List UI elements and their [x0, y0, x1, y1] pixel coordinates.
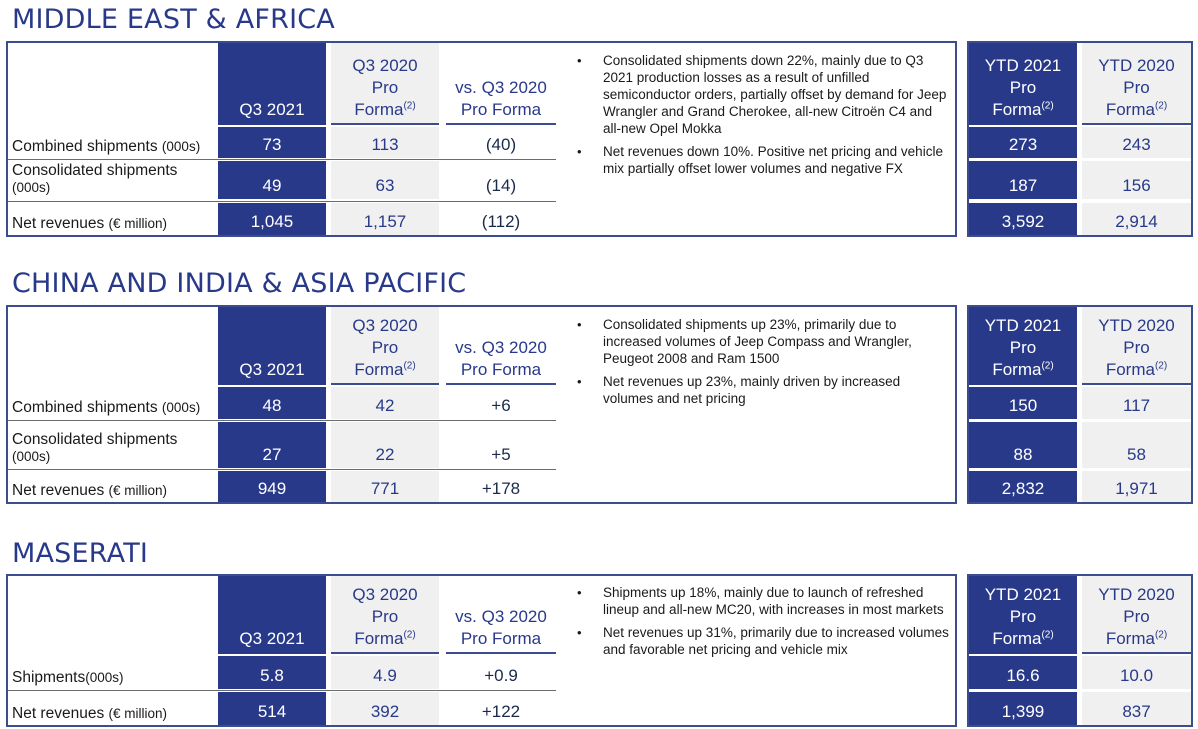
row-label: Combined shipments (000s) — [12, 399, 201, 416]
value-q3-2021: 5.8 — [218, 656, 326, 689]
value-ytd-2021: 1,399 — [969, 692, 1077, 725]
value-ytd-2021: 273 — [969, 127, 1077, 158]
commentary-bullet: • Consolidated shipments up 23%, primarily due to increased volumes of Jeep Compass and Wrangler, Peugeot 2008 and Ram 1500 — [577, 316, 952, 367]
header-rule — [331, 123, 439, 125]
header-vs-q3-2020: vs. Q3 2020 Pro Forma — [455, 338, 547, 379]
value-vs: +178 — [481, 479, 521, 498]
header-vs-q3-2020: vs. Q3 2020 Pro Forma — [455, 78, 547, 119]
header-q3-2021: Q3 2021 — [218, 576, 326, 654]
value-q3-2021: 49 — [218, 161, 326, 199]
ytd-table — [967, 305, 1193, 504]
header-rule — [446, 652, 556, 654]
ytd-table — [967, 41, 1193, 237]
value-vs: +0.9 — [484, 666, 518, 685]
commentary-bullet: • Net revenues up 23%, mainly driven by increased volumes and net pricing — [577, 373, 952, 407]
value-vs: (40) — [485, 135, 517, 154]
header-ytd-2020: YTD 2020 Pro Forma$^{(2)}$ — [1082, 43, 1191, 125]
header-rule — [1082, 652, 1191, 654]
commentary-bullet: • Net revenues up 31%, primarily due to increased volumes and favorable net pricing and vehicle mix — [577, 624, 952, 658]
value-q3-2021: 949 — [218, 471, 326, 502]
row-label: Shipments(000s) — [12, 669, 124, 686]
value-q3-2021: 514 — [218, 692, 326, 725]
header-ytd-2021: YTD 2021 Pro Forma$^{(2)}$ — [969, 576, 1077, 654]
value-ytd-2020: 58 — [1082, 422, 1191, 468]
value-q3-2020: 63 — [331, 161, 439, 199]
header-q3-2020: Q3 2020 Pro Forma$^{(2)}$ — [331, 43, 439, 125]
value-ytd-2020: 1,971 — [1082, 471, 1191, 502]
value-ytd-2021: 2,832 — [969, 471, 1077, 502]
row-label: Net revenues (€ million) — [12, 705, 168, 722]
value-ytd-2020: 117 — [1082, 387, 1191, 419]
value-q3-2020: 392 — [331, 692, 439, 725]
header-rule — [331, 652, 439, 654]
value-q3-2021: 48 — [218, 387, 326, 419]
header-q3-2020: Q3 2020 Pro Forma$^{(2)}$ — [331, 307, 439, 385]
value-q3-2020: 22 — [331, 422, 439, 468]
header-q3-2021: Q3 2021 — [218, 43, 326, 125]
value-ytd-2021: 16.6 — [969, 656, 1077, 689]
value-q3-2021: 1,045 — [218, 203, 326, 235]
value-q3-2020: 42 — [331, 387, 439, 419]
value-ytd-2020: 10.0 — [1082, 656, 1191, 689]
value-ytd-2020: 156 — [1082, 161, 1191, 199]
section-maserati — [0, 538, 1198, 729]
header-vs-q3-2020: vs. Q3 2020 Pro Forma — [455, 607, 547, 648]
value-ytd-2020: 837 — [1082, 692, 1191, 725]
header-rule — [446, 123, 556, 125]
value-q3-2020: 1,157 — [331, 203, 439, 235]
row-label: Consolidated shipments (000s) — [12, 431, 178, 464]
commentary — [577, 584, 952, 664]
value-q3-2020: 4.9 — [331, 656, 439, 689]
value-q3-2021: 27 — [218, 422, 326, 468]
row-label: Combined shipments (000s) — [12, 138, 201, 155]
value-ytd-2021: 187 — [969, 161, 1077, 199]
value-ytd-2020: 243 — [1082, 127, 1191, 158]
header-rule — [446, 383, 556, 385]
header-rule — [331, 383, 439, 385]
header-q3-2021: Q3 2021 — [218, 307, 326, 385]
commentary-bullet: • Consolidated shipments down 22%, mainly due to Q3 2021 production losses as a result of unfilled semiconductor orders, partially offset by demand for Jeep Wrangler and Grand Cherokee, all-new Citroën C4 and all-new Opel Mokka — [577, 52, 952, 137]
commentary — [577, 52, 952, 183]
value-ytd-2021: 150 — [969, 387, 1077, 419]
row-label: Net revenues (€ million) — [12, 482, 168, 499]
row-divider — [8, 469, 556, 470]
header-ytd-2020: YTD 2020 Pro Forma$^{(2)}$ — [1082, 576, 1191, 654]
section-title: MASERATI — [12, 538, 149, 569]
value-ytd-2021: 3,592 — [969, 203, 1077, 235]
header-ytd-2021: YTD 2021 Pro Forma$^{(2)}$ — [969, 307, 1077, 385]
value-q3-2020: 113 — [331, 127, 439, 158]
value-vs: +122 — [481, 702, 521, 721]
section-title: CHINA AND INDIA & ASIA PACIFIC — [12, 268, 467, 299]
section-china-india-apac — [0, 268, 1198, 506]
value-vs: (112) — [481, 212, 521, 231]
header-ytd-2020: YTD 2020 Pro Forma$^{(2)}$ — [1082, 307, 1191, 385]
header-q3-2020: Q3 2020 Pro Forma$^{(2)}$ — [331, 576, 439, 654]
ytd-table — [967, 574, 1193, 727]
row-divider — [8, 159, 556, 160]
value-vs: (14) — [485, 176, 517, 195]
row-label: Net revenues (€ million) — [12, 215, 168, 232]
commentary-bullet: • Net revenues down 10%. Positive net pricing and vehicle mix partially offset lower volumes and negative FX — [577, 143, 952, 177]
value-ytd-2020: 2,914 — [1082, 203, 1191, 235]
value-q3-2021: 73 — [218, 127, 326, 158]
value-vs: +6 — [491, 396, 511, 415]
commentary — [577, 316, 952, 413]
commentary-bullet: • Shipments up 18%, mainly due to launch of refreshed lineup and all-new MC20, with increases in most markets — [577, 584, 952, 618]
value-ytd-2021: 88 — [969, 422, 1077, 468]
row-divider — [8, 201, 556, 202]
header-rule — [1082, 383, 1191, 385]
value-q3-2020: 771 — [331, 471, 439, 502]
header-ytd-2021: YTD 2021 Pro Forma$^{(2)}$ — [969, 43, 1077, 125]
header-rule — [1082, 123, 1191, 125]
row-divider — [8, 690, 556, 691]
section-middle-east-africa — [0, 4, 1198, 236]
row-label: Consolidated shipments (000s) — [12, 162, 178, 195]
row-divider — [8, 420, 556, 421]
value-vs: +5 — [491, 445, 511, 464]
section-title: MIDDLE EAST & AFRICA — [12, 4, 335, 35]
